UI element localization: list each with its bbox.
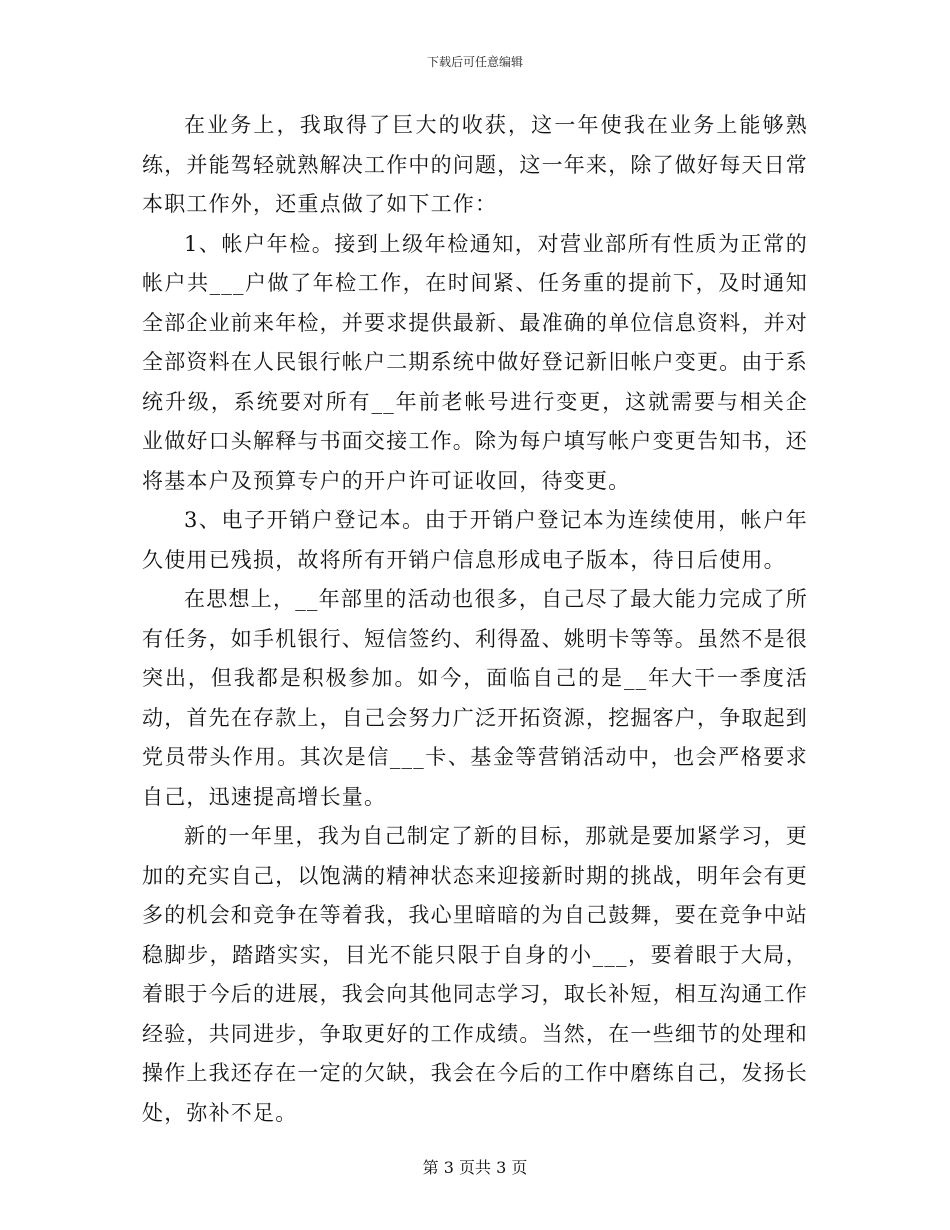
document-body: [142, 106, 808, 1133]
paragraph-electronic-register: 3、电子开销户登记本。由于开销户登记本为连续使用，帐户年久使用已残损，故将所有开销户信息形成电子版本，待日后使用。: [142, 508, 808, 572]
paragraph-new-year-goals: 新的一年里，我为自己制定了新的目标，那就是要加紧学习，更加的充实自己，以饱满的精神状态来迎接新时期的挑战，明年会有更多的机会和竞争在等着我，我心里暗暗的为自己鼓舞，要在竞争中站稳脚步，踏踏实实，目光不能只限于自身的小___，要着眼于大局，着眼于今后的进展，我会向其他同志学习，取长补短，相互沟通工作经验，共同进步，争取更好的工作成绩。当然，在一些细节的处理和操作上我还存在一定的欠缺，我会在今后的工作中磨练自己，发扬长处，弥补不足。: [142, 824, 808, 1125]
paragraph-thinking: 在思想上，__年部里的活动也很多，自己尽了最大能力完成了所有任务，如手机银行、短信签约、利得盈、姚明卡等等。虽然不是很突出，但我都是积极参加。如今，面临自己的是__年大干一季度活动，首先在存款上，自己会努力广泛开拓资源，挖掘客户，争取起到党员带头作用。其次是信___卡、基金等营销活动中，也会严格要求自己，迅速提高增长量。: [142, 587, 808, 809]
paragraph-business: 在业务上，我取得了巨大的收获，这一年使我在业务上能够熟练，并能驾轻就熟解决工作中的问题，这一年来，除了做好每天日常本职工作外，还重点做了如下工作：: [142, 113, 808, 216]
paragraph-account-inspection: 1、帐户年检。接到上级年检通知，对营业部所有性质为正常的帐户共___户做了年检工作，在时间紧、任务重的提前下，及时通知全部企业前来年检，并要求提供最新、最准确的单位信息资料，并对全部资料在人民银行帐户二期系统中做好登记新旧帐户变更。由于系统升级，系统要对所有__年前老帐号进行变更，这就需要与相关企业做好口头解释与书面交接工作。除为每户填写帐户变更告知书，还将基本户及预算专户的开户许可证收回，待变更。: [142, 231, 808, 493]
page-footer: 第 3 页共 3 页: [422, 1158, 528, 1177]
page-header: 下载后可任意编辑: [426, 55, 523, 69]
